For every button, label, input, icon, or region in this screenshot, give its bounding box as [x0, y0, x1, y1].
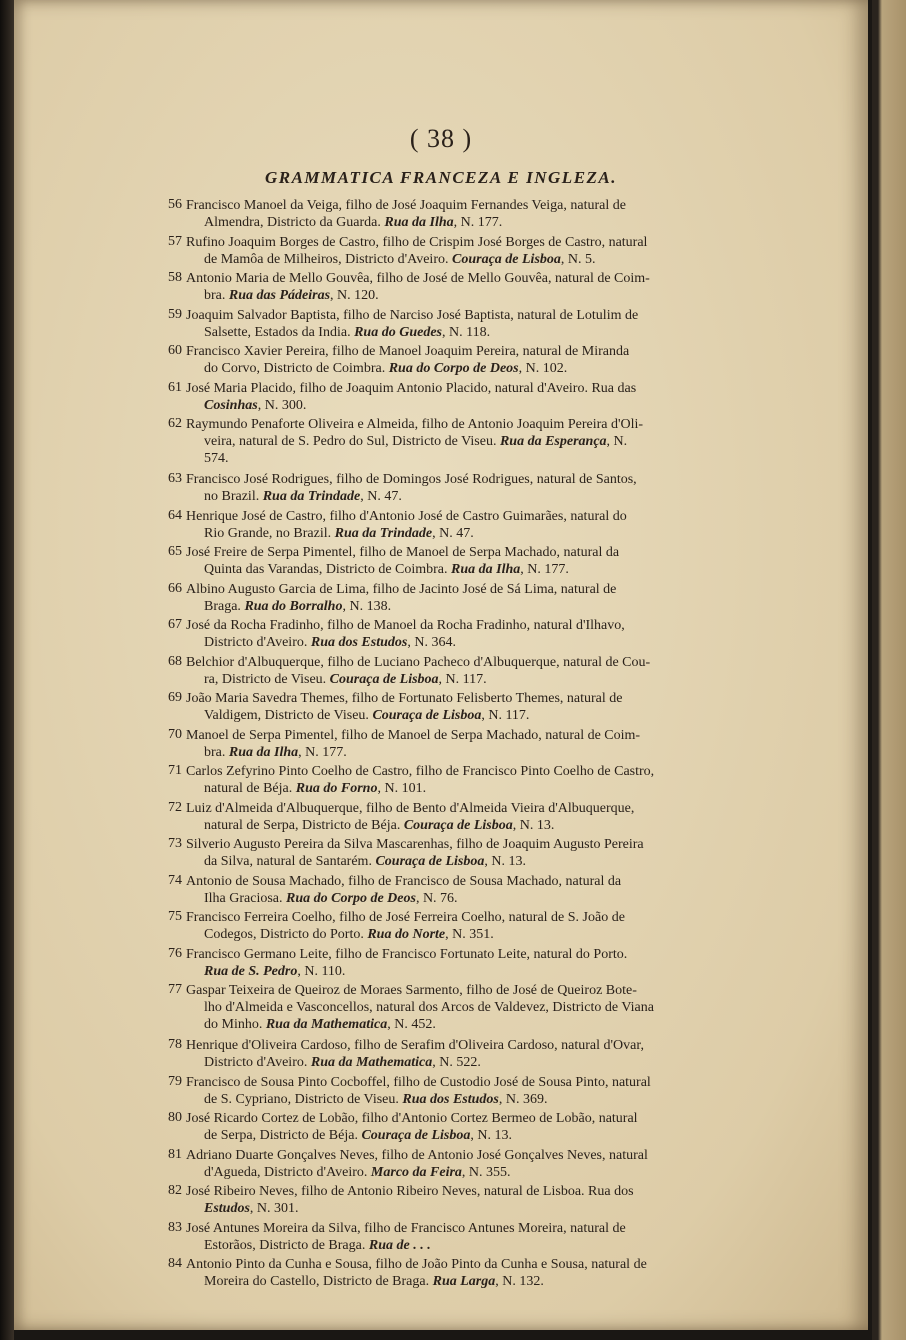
entry-line [204, 214, 798, 231]
entry-line [204, 1016, 798, 1033]
entry-number: 76 [168, 945, 182, 961]
list-item [14, 508, 868, 546]
entry-line [204, 963, 798, 980]
street-name: Couraça de Lisboa [361, 1128, 471, 1143]
entry-line: Belchior d'Albuquerque, filho de Luciano Pacheco d'Albuquerque, natural de Cou- [186, 654, 651, 670]
entry-number: 67 [168, 617, 182, 632]
street-name: Estudos [204, 1201, 250, 1216]
street-name: Rua do Forno [295, 781, 378, 796]
street-name: Rua da Mathematica [310, 1055, 433, 1070]
entry-text: do Corvo, Districto de Coimbra. [204, 361, 389, 376]
house-number: , N. 177. [520, 562, 569, 577]
entry-number: 83 [168, 1219, 182, 1235]
list-item [14, 270, 868, 308]
street-name: Couraça de Lisboa [372, 708, 482, 723]
list-item [14, 690, 868, 728]
entry-line [204, 488, 798, 505]
entry-text: Quinta das Varandas, Districto de Coimbra. [204, 562, 452, 577]
street-name: Rua de . . . [368, 1237, 431, 1253]
entry-number: 56 [168, 197, 182, 212]
entry-line [204, 744, 798, 761]
house-number: , N. 364. [407, 635, 456, 650]
street-name: Rua da Mathematica [265, 1017, 388, 1032]
entry-line: Francisco Ferreira Coelho, filho de José Ferreira Coelho, natural de S. João de [186, 910, 625, 925]
entry-line [204, 598, 798, 615]
entry-line: Joaquim Salvador Baptista, filho de Narciso José Baptista, natural de Lotulim de [186, 307, 639, 323]
entry-number: 75 [168, 909, 182, 924]
entry-text: no Brazil. [204, 489, 263, 504]
entry-number: 63 [168, 471, 182, 486]
entry-line: Raymundo Penaforte Oliveira e Almeida, filho de Antonio Joaquim Pereira d'Oli- [186, 417, 644, 432]
house-number: , N. 117. [481, 708, 530, 723]
entry-number: 80 [168, 1110, 182, 1125]
book-spine-shadow [0, 0, 14, 1340]
entry-text: Estorãos, Districto de Braga. [204, 1237, 369, 1253]
entry-text: de Mamôa de Milheiros, Districto d'Aveiro. [204, 251, 452, 267]
entry-line: Gaspar Teixeira de Queiroz de Moraes Sarmento, filho de José de Queiroz Bote- [186, 983, 637, 998]
house-number: , N. [606, 434, 628, 449]
list-item [14, 471, 868, 509]
street-name: Rua do Corpo de Deos [388, 361, 519, 376]
entry-text: Ilha Graciosa. [204, 890, 287, 906]
entry-line [204, 634, 798, 651]
street-name: Rua da Trindade [262, 489, 361, 504]
entry-number: 70 [168, 726, 182, 742]
entry-line [204, 780, 798, 797]
entry-line: João Maria Savedra Themes, filho de Fortunato Felisberto Themes, natural de [186, 691, 623, 706]
list-item [14, 909, 868, 947]
section-title: GRAMMATICA FRANCEZA E INGLEZA. [264, 168, 618, 187]
entry-line: Rufino Joaquim Borges de Castro, filho de Crispim José Borges de Castro, natural [186, 234, 648, 250]
book-page [14, 0, 868, 1330]
entry-line [204, 561, 798, 578]
house-number: , N. 177. [298, 744, 347, 760]
street-name: Rua das Pádeiras [228, 288, 331, 303]
list-item [14, 1256, 868, 1294]
entry-line: Manoel de Serpa Pimentel, filho de Manoel de Serpa Machado, natural de Coim- [186, 727, 641, 743]
entry-line [204, 287, 798, 304]
list-item [14, 416, 868, 476]
entry-text: veira, natural de S. Pedro do Sul, Districto de Viseu. [204, 434, 500, 449]
entry-text: Codegos, Districto do Porto. [204, 927, 368, 942]
entry-line: Antonio Maria de Mello Gouvêa, filho de José de Mello Gouvêa, natural de Coim- [186, 271, 650, 286]
street-name: Couraça de Lisboa [329, 671, 439, 687]
street-name: Rua da Ilha [384, 215, 454, 230]
entry-text: bra. [204, 744, 229, 760]
entry-line [204, 853, 798, 870]
entry-line: 574. [204, 451, 229, 466]
house-number: , N. 351. [445, 927, 494, 942]
entry-number: 60 [168, 343, 182, 358]
entry-line: Antonio de Sousa Machado, filho de Francisco de Sousa Machado, natural da [186, 873, 622, 889]
house-number: , N. 13. [512, 817, 555, 833]
street-name: Couraça de Lisboa [403, 817, 513, 833]
list-item [14, 1147, 868, 1185]
list-item [14, 343, 868, 381]
entry-number: 79 [168, 1073, 182, 1089]
page-number: ( 38 ) [409, 124, 473, 153]
house-number: , N. 452. [387, 1017, 436, 1032]
entry-number: 62 [168, 416, 182, 431]
entry-text: Braga. [204, 598, 245, 614]
house-number: , N. 355. [461, 1164, 511, 1180]
entry-text: de Serpa, Districto de Béja. [204, 1128, 362, 1143]
entry-line: Francisco Germano Leite, filho de Francisco Fortunato Leite, natural do Porto. [186, 946, 628, 962]
entry-number: 73 [168, 836, 182, 851]
house-number: , N. 369. [498, 1091, 548, 1107]
street-name: Rua de S. Pedro [204, 963, 298, 979]
entry-line: Adriano Duarte Gonçalves Neves, filho de Antonio José Gonçalves Neves, natural [186, 1147, 648, 1163]
street-name: Rua da Ilha [228, 744, 299, 760]
entry-number: 66 [168, 580, 182, 596]
entry-number: 68 [168, 653, 182, 669]
list-item [14, 1074, 868, 1112]
entry-line [204, 251, 798, 268]
entry-line: Silverio Augusto Pereira da Silva Mascarenhas, filho de Joaquim Augusto Pereira [186, 837, 644, 852]
entry-line [204, 1054, 798, 1071]
entry-text: natural de Béja. [204, 781, 296, 796]
entry-number: 64 [168, 507, 182, 523]
list-item [14, 982, 868, 1042]
entry-line [204, 1237, 798, 1254]
street-name: Rua da Ilha [451, 562, 521, 577]
entry-line [204, 890, 798, 907]
house-number: , N. 132. [495, 1274, 544, 1289]
house-number: , N. 13. [470, 1128, 512, 1143]
list-item [14, 873, 868, 911]
street-name: Cosinhas [204, 397, 258, 413]
street-name: Couraça de Lisboa [452, 251, 561, 267]
entry-text: ra, Districto de Viseu. [204, 671, 330, 687]
adjacent-page-edge [872, 0, 906, 1340]
house-number: , N. 301. [249, 1201, 299, 1216]
street-name: Rua do Corpo de Deos [286, 890, 416, 906]
entry-line: José Maria Placido, filho de Joaquim Antonio Placido, natural d'Aveiro. Rua das [186, 380, 637, 396]
street-name: Rua da Trindade [334, 525, 433, 541]
entry-line: Francisco Xavier Pereira, filho de Manoel Joaquim Pereira, natural de Miranda [186, 344, 630, 359]
entry-line [204, 1091, 798, 1108]
house-number: , N. 5. [560, 251, 596, 267]
entry-line: lho d'Almeida e Vasconcellos, natural dos Arcos de Valdevez, Districto de Viana [204, 1000, 654, 1015]
house-number: , N. 522. [432, 1055, 481, 1070]
house-number: , N. 120. [330, 288, 379, 303]
entry-line [204, 360, 798, 377]
entry-number: 72 [168, 799, 182, 815]
entry-number: 65 [168, 544, 182, 559]
list-item [14, 307, 868, 345]
entry-line: Francisco Manoel da Veiga, filho de José Joaquim Fernandes Veiga, natural de [186, 198, 626, 213]
street-name: Rua da Esperança [499, 434, 607, 449]
entry-number: 74 [168, 872, 182, 888]
house-number: , N. 177. [453, 215, 503, 230]
list-item [14, 763, 868, 801]
entry-line [204, 1164, 798, 1181]
entry-number: 81 [168, 1146, 182, 1162]
house-number: , N. 102. [518, 361, 568, 376]
entry-line [204, 1127, 798, 1144]
entry-number: 77 [168, 982, 182, 997]
entry-line [204, 1273, 798, 1290]
entry-line: Albino Augusto Garcia de Lima, filho de Jacinto José de Sá Lima, natural de [186, 581, 617, 597]
entry-line [204, 525, 798, 542]
entry-text: Almendra, Districto da Guarda. [204, 215, 385, 230]
list-item [14, 617, 868, 655]
entry-line [204, 817, 798, 834]
list-item [14, 581, 868, 619]
entry-line [204, 926, 798, 943]
list-item [14, 654, 868, 692]
entry-line [204, 397, 798, 414]
entry-line: Henrique José de Castro, filho d'Antonio José de Castro Guimarães, natural do [186, 508, 627, 524]
street-name: Marco da Feira [370, 1164, 462, 1180]
entry-line [204, 324, 798, 341]
list-item [14, 234, 868, 272]
list-item [14, 380, 868, 418]
house-number: , N. 47. [360, 489, 402, 504]
street-name: Rua dos Estudos [310, 635, 408, 650]
entry-number: 59 [168, 306, 182, 322]
list-item [14, 800, 868, 838]
street-name: Rua Larga [432, 1274, 496, 1289]
entry-line: Luiz d'Almeida d'Albuquerque, filho de Bento d'Almeida Vieira d'Albuquerque, [186, 800, 635, 816]
entry-line [204, 1200, 798, 1217]
street-name: Rua do Norte [367, 927, 446, 942]
entry-line: Francisco José Rodrigues, filho de Domingos José Rodrigues, natural de Santos, [186, 472, 637, 487]
entry-line: Francisco de Sousa Pinto Cocboffel, filho de Custodio José de Sousa Pinto, natural [186, 1074, 651, 1090]
list-item [14, 1037, 868, 1075]
entry-number: 78 [168, 1037, 182, 1052]
entry-number: 58 [168, 270, 182, 285]
house-number: , N. 13. [484, 854, 526, 869]
house-number: , N. 117. [438, 671, 487, 687]
entry-text: bra. [204, 288, 229, 303]
entry-text: Districto d'Aveiro. [204, 1055, 311, 1070]
entry-number: 82 [168, 1183, 182, 1198]
entry-text: de S. Cypriano, Districto de Viseu. [204, 1091, 403, 1107]
entry-line: José da Rocha Fradinho, filho de Manoel da Rocha Fradinho, natural d'Ilhavo, [186, 618, 625, 633]
entry-number: 84 [168, 1256, 182, 1271]
entry-number: 71 [168, 763, 182, 778]
house-number: , N. 138. [342, 598, 392, 614]
entry-number: 57 [168, 233, 182, 249]
entry-line: José Antunes Moreira da Silva, filho de Francisco Antunes Moreira, natural de [186, 1220, 626, 1236]
entry-line: Carlos Zefyrino Pinto Coelho de Castro, filho de Francisco Pinto Coelho de Castro, [186, 764, 655, 779]
street-name: Rua do Borralho [244, 598, 343, 614]
house-number: , N. 101. [377, 781, 427, 796]
entry-text: Moreira do Castello, Districto de Braga. [204, 1274, 433, 1289]
street-name: Rua dos Estudos [402, 1091, 499, 1107]
list-item [14, 946, 868, 984]
entry-line: José Ribeiro Neves, filho de Antonio Ribeiro Neves, natural de Lisboa. Rua dos [186, 1184, 634, 1199]
list-item [14, 727, 868, 765]
entry-line: Antonio Pinto da Cunha e Sousa, filho de João Pinto da Cunha e Sousa, natural de [186, 1257, 647, 1272]
house-number: , N. 76. [415, 890, 458, 906]
list-item [14, 836, 868, 874]
list-item [14, 1110, 868, 1148]
house-number: , N. 110. [297, 963, 346, 979]
entry-text: natural de Serpa, Districto de Béja. [204, 817, 404, 833]
house-number: , N. 47. [432, 525, 474, 541]
entry-text: Valdigem, Districto de Viseu. [204, 708, 373, 723]
entry-text: Rio Grande, no Brazil. [204, 525, 335, 541]
street-name: Rua do Guedes [354, 324, 442, 340]
entry-line: José Freire de Serpa Pimentel, filho de Manoel de Serpa Machado, natural da [186, 545, 620, 560]
entry-number: 61 [168, 379, 182, 395]
list-item [14, 1220, 868, 1258]
entry-line [204, 433, 798, 450]
list-item [14, 544, 868, 582]
list-item [14, 197, 868, 235]
entry-line: Henrique d'Oliveira Cardoso, filho de Serafim d'Oliveira Cardoso, natural d'Ovar, [186, 1038, 644, 1053]
list-item [14, 1183, 868, 1221]
entry-text: Salsette, Estados da India. [204, 324, 355, 340]
house-number: , N. 300. [257, 397, 307, 413]
entry-line: José Ricardo Cortez de Lobão, filho d'Antonio Cortez Bermeo de Lobão, natural [186, 1111, 638, 1126]
entry-text: da Silva, natural de Santarém. [204, 854, 376, 869]
entry-text: Districto d'Aveiro. [204, 635, 311, 650]
street-name: Couraça de Lisboa [375, 854, 485, 869]
entry-text: do Minho. [204, 1017, 266, 1032]
house-number: , N. 118. [441, 324, 491, 340]
entry-text: d'Agueda, Districto d'Aveiro. [204, 1164, 371, 1180]
entry-number: 69 [168, 690, 182, 705]
entry-line [204, 671, 798, 688]
entry-line [204, 707, 798, 724]
